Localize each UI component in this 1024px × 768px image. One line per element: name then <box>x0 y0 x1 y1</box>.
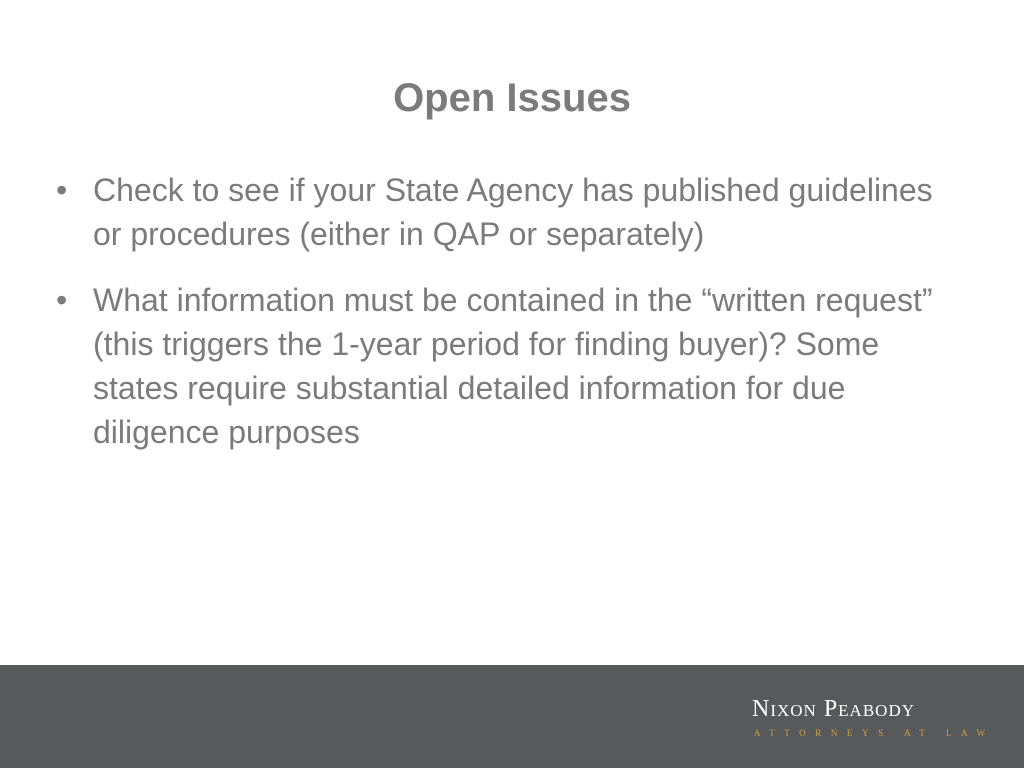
bullet-item <box>56 278 956 454</box>
bullet-list <box>56 168 956 476</box>
bullet-item <box>56 168 956 256</box>
bullet-marker: • <box>56 282 68 318</box>
bullet-marker: • <box>56 172 68 208</box>
logo-firm-name: Nixon Peabody <box>752 696 916 722</box>
footer-bar <box>0 665 1024 768</box>
logo-tagline: ATTORNEYS AT LAW <box>754 728 995 738</box>
nixon-peabody-logo <box>752 695 995 741</box>
bullet-text: Check to see if your State Agency has published guidelines or procedures (either in QAP or separately) <box>93 172 933 252</box>
slide-title: Open Issues <box>393 76 631 120</box>
bullet-text: What information must be contained in the “written request” (this triggers the 1-year period for finding buyer)? Some states require substantial detailed information for due diligence purposes <box>93 282 933 450</box>
